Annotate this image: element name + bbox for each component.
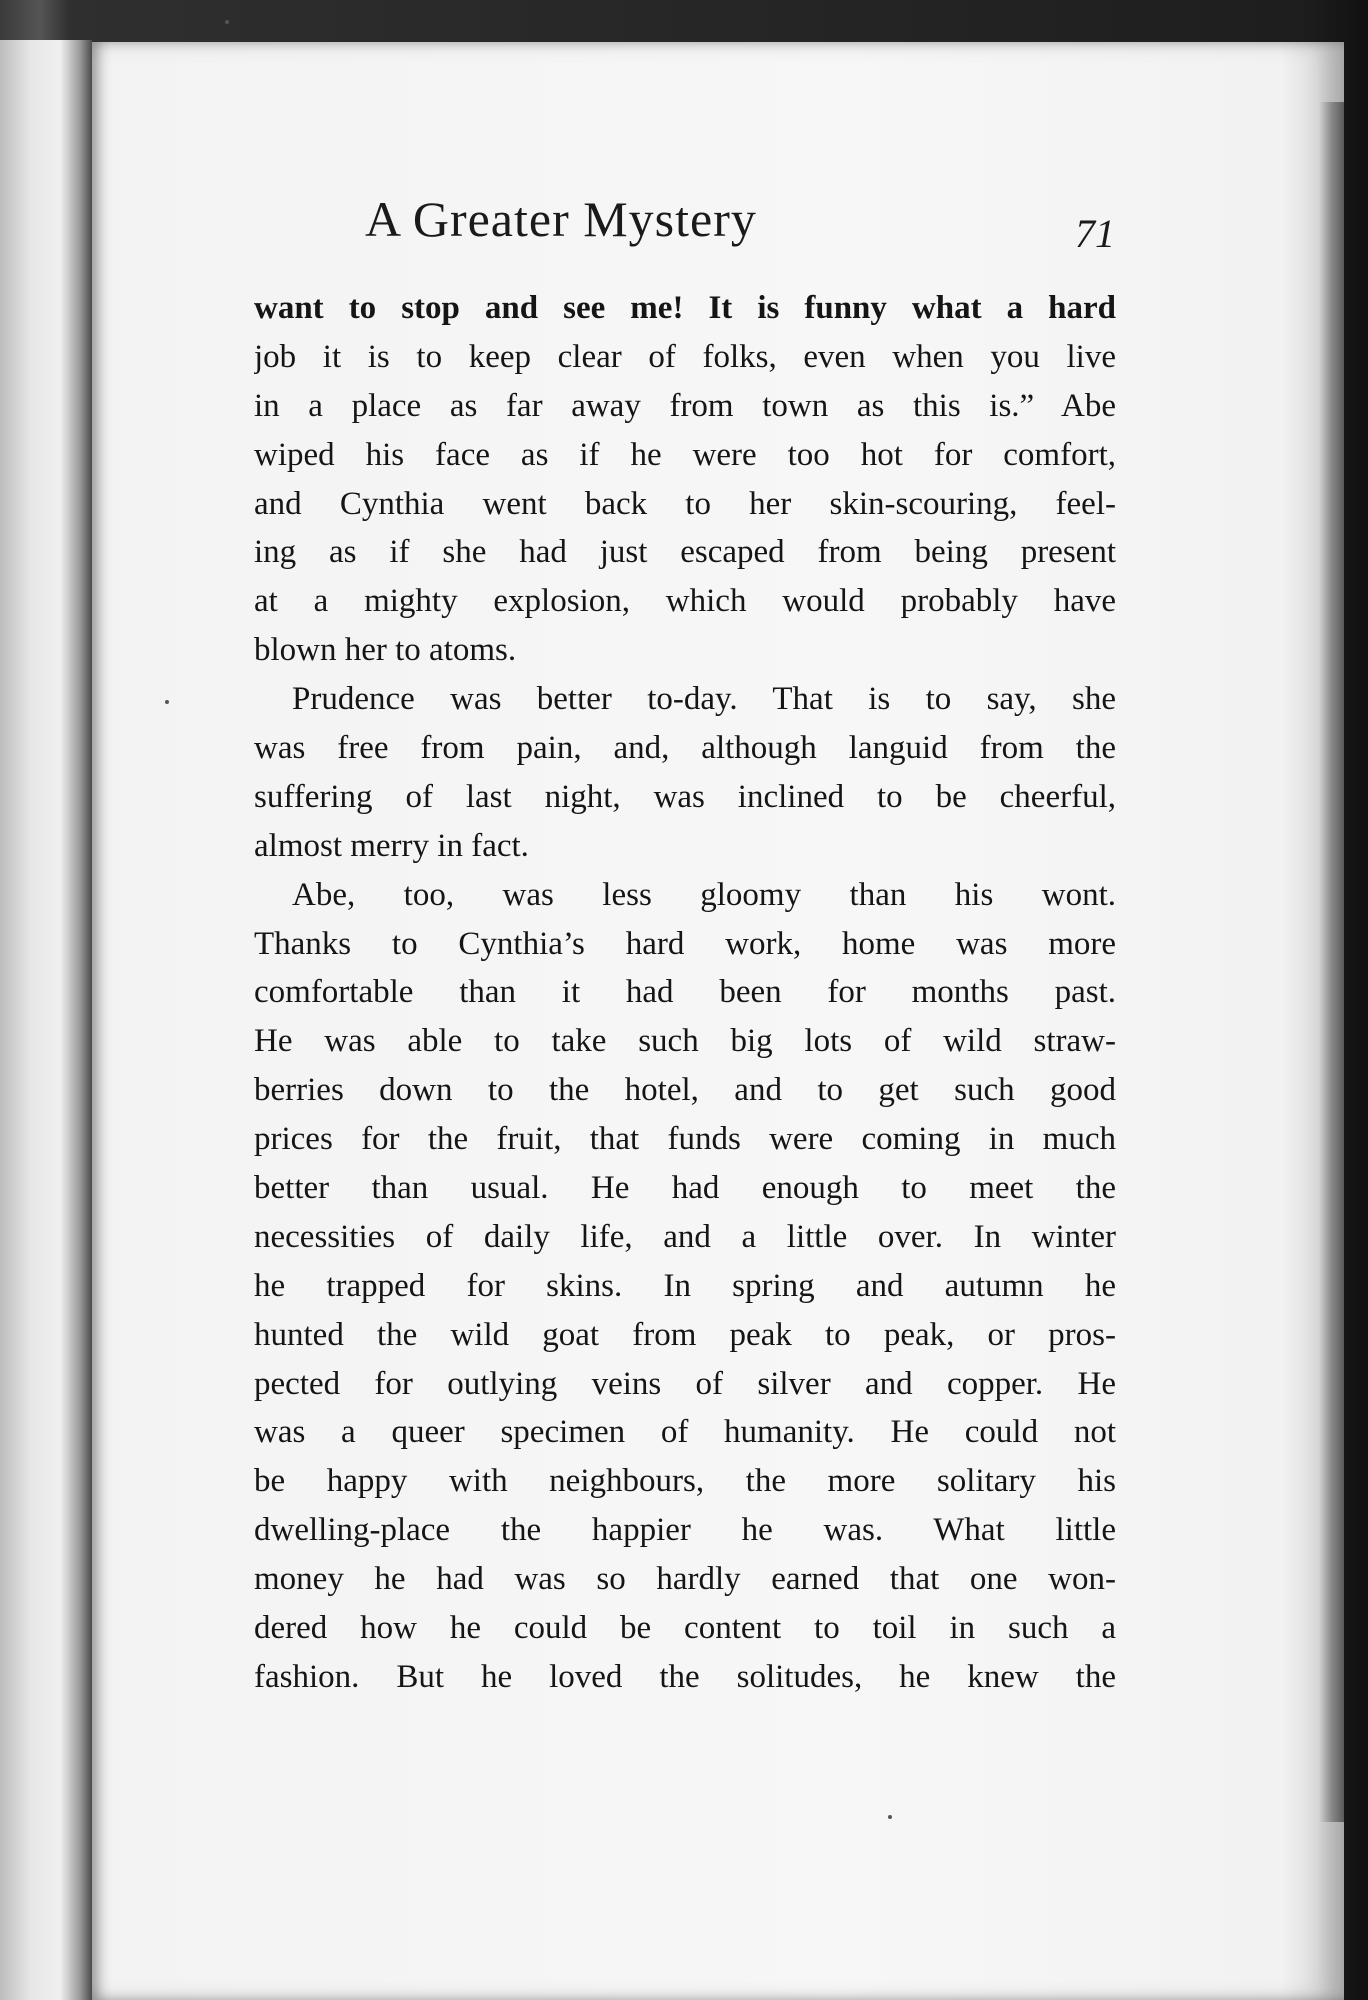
text-line: necessities of daily life, and a little over. In winter: [254, 1218, 1116, 1255]
text-line: was free from pain, and, although languid from the: [254, 730, 1116, 767]
text-line: and Cynthia went back to her skin-scouring, feel-: [254, 485, 1116, 522]
text-line: Thanks to Cynthia’s hard work, home was more: [254, 925, 1116, 962]
text-line: comfortable than it had been for months past.: [254, 974, 1116, 1011]
text-line: pected for outlying veins of silver and copper. He: [254, 1365, 1116, 1402]
text-line: blown her to atoms.: [254, 632, 517, 669]
text-line: almost merry in fact.: [254, 827, 529, 864]
text-line: dwelling-place the happier he was. What little: [254, 1512, 1116, 1549]
text-line: Abe, too, was less gloomy than his wont.: [292, 876, 1116, 913]
scan-speck: [888, 1815, 892, 1819]
text-line: be happy with neighbours, the more solitary his: [254, 1463, 1116, 1500]
text-line: hunted the wild goat from peak to peak, or pros-: [254, 1316, 1116, 1353]
text-line: want to stop and see me! It is funny what a hard: [254, 290, 1116, 326]
text-line: He was able to take such big lots of wild straw-: [254, 1023, 1116, 1060]
text-line: dered how he could be content to toil in such a: [254, 1610, 1116, 1647]
text-line: at a mighty explosion, which would probably have: [254, 583, 1116, 620]
text-line: Prudence was better to-day. That is to say, she: [292, 681, 1116, 718]
text-line: was a queer specimen of humanity. He could not: [254, 1414, 1116, 1451]
page-stack-edge: [1318, 102, 1344, 1822]
scan-speck: [225, 20, 229, 24]
running-head-title: A Greater Mystery: [365, 191, 757, 247]
left-page-edge: [0, 40, 92, 2000]
text-line: wiped his face as if he were too hot for comfort,: [254, 436, 1116, 473]
body-text: [254, 284, 1116, 1702]
text-line: ing as if she had just escaped from being present: [254, 534, 1116, 571]
text-line: job it is to keep clear of folks, even when you live: [254, 338, 1116, 375]
text-line: better than usual. He had enough to meet the: [254, 1170, 1116, 1207]
paragraph-2: [254, 675, 1116, 871]
text-line: money he had was so hardly earned that one won-: [254, 1561, 1116, 1598]
paragraph-3: [254, 871, 1116, 1702]
scan-speck: [165, 700, 169, 704]
text-line: he trapped for skins. In spring and autumn he: [254, 1267, 1116, 1304]
text-line: in a place as far away from town as this is.” Abe: [254, 387, 1116, 424]
page-number: 71: [1075, 211, 1115, 256]
text-line: suffering of last night, was inclined to be cheerful,: [254, 778, 1116, 815]
text-line: berries down to the hotel, and to get such good: [254, 1072, 1116, 1109]
text-line: fashion. But he loved the solitudes, he knew the: [254, 1658, 1116, 1695]
paragraph-1: [254, 284, 1116, 675]
text-line: prices for the fruit, that funds were coming in much: [254, 1121, 1116, 1158]
